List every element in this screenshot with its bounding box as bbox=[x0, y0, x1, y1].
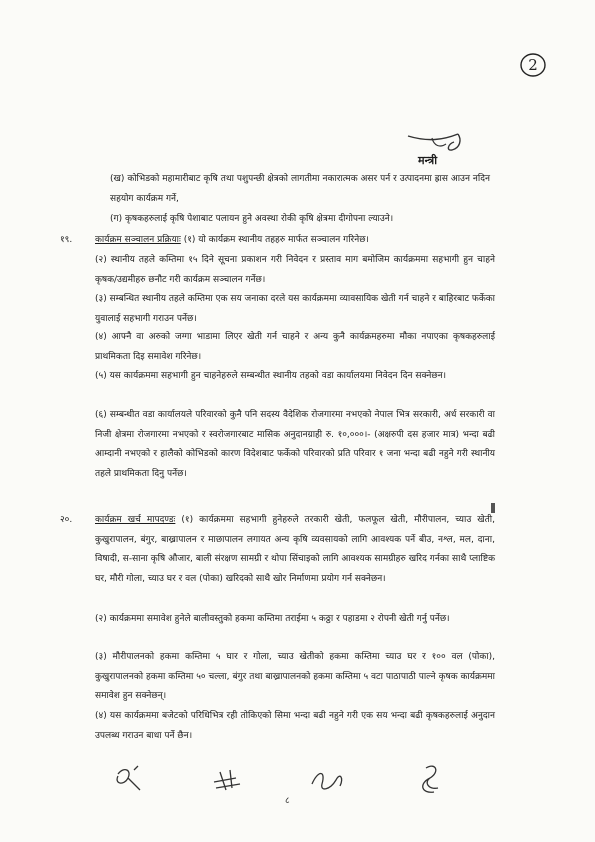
section-20-number: २०. bbox=[60, 515, 73, 525]
item-kha: (ख) कोभिडको महामारीबाट कृषि तथा पशुपन्छी क्षेत्रको लागतीमा नकारात्मक असर पर्न र उत्पादनमा ह्रास आउन नदिन सहयोग कार्यक्रम गर्ने, bbox=[110, 174, 490, 204]
section-20-point-4: (४) यस कार्यक्रममा बजेटको परिधिभित्र रही तोकिएको सिमा भन्दा बढी नहुने गरी एक सय भन्दा बढी कृषकहरुलाई अनुदान उपलब्ध गराउन बाधा पर्ने छैन। bbox=[95, 711, 495, 741]
minister-label: मन्त्री bbox=[418, 154, 438, 167]
section-19-heading: कार्यक्रम सञ्चालन प्रक्रियाः bbox=[95, 235, 181, 245]
section-20-lead-line bbox=[95, 511, 495, 589]
section-19-point-4: (४) आफ्नै वा अरुको जग्गा भाडामा लिएर खेती गर्न चाहने र अन्य कुनै कार्यक्रमहरुमा मौका नपाएका कृषकहरुलाई प्राथमिकता दिइ समावेश गरिनेछ। bbox=[95, 332, 495, 362]
section-19-point-5: (५) यस कार्यक्रममा सहभागी हुन चाहनेहरुले सम्बन्धीत स्थानीय तहको वडा कार्यालयमा निवेदन दिन सक्नेछन। bbox=[95, 371, 447, 381]
section-19-lead: (१) यो कार्यक्रम स्थानीय तहहरु मार्फत सञ्चालन गरिनेछ। bbox=[183, 235, 369, 245]
minister-signature bbox=[388, 126, 483, 176]
section-19-point-2: (२) स्थानीय तहले कम्तिमा १५ दिने सूचना प्रकाशन गरी निवेदन र प्रस्ताव माग बमोजिम कार्यक्रममा सहभागी हुन चाहने कृषक/उद्यमीहरु छनौट गरी कार्यक्रम सञ्चालन गर्नेछ। bbox=[95, 255, 495, 285]
section-19-point-3: (३) सम्बन्धित स्थानीय तहले कम्तिमा एक सय जनाका दरले यस कार्यक्रममा व्यावसायिक खेती गर्न चाहने र बाहिरबाट फर्केका युवालाई सहभागी गराउन पर्नेछ। bbox=[95, 294, 495, 324]
section-20-heading: कार्यक्रम खर्च मापदण्डः bbox=[95, 515, 176, 525]
signature-3 bbox=[312, 774, 342, 789]
section-20-point-3: (३) मौरीपालनको हकमा कम्तिमा ५ घार र गोला, च्याउ खेतीको हकमा कम्तिमा च्याउ घर र १०० वल (पोका), कुखुरापालनको हकमा कम्तिमा ५० चल्ला, बंगुर तथा बाख्रापालनको हकमा कम्तिमा ५ वटा पाठापाठी पाल्ने कृषक कार्यक्रममा समावेश हुन सक्नेछन्। bbox=[95, 652, 495, 702]
signature-1 bbox=[117, 766, 140, 790]
section-19-number: १९. bbox=[60, 235, 73, 245]
signature-4 bbox=[423, 766, 438, 792]
page-number-corner: 2 bbox=[528, 56, 538, 74]
section-19-point-6: (६) सम्बन्धीत वडा कार्यालयले परिवारको कुनै पनि सदस्य वैदेशिक रोजगारमा नभएको नेपाल भित्र सरकारी, अर्ध सरकारी वा निजी क्षेत्रमा रोजगारमा नभएको र स्वरोजगारबाट मासिक अनुदानग्राही रु. १०,०००।- (अक्षरुपी दस हजार मात्र) भन्दा बढी आम्दानी नभएको र हालैको कोभिडको कारण विदेशबाट फर्केको परिवारको प्रति परिवार १ जना भन्दा बढी नहुने गरी स्थानीय तहले प्राथमिकता दिनु पर्नेछ। bbox=[95, 410, 495, 479]
item-ga: (ग) कृषकहरुलाई कृषि पेशाबाट पलायन हुने अवस्था रोकी कृषि क्षेत्रमा दीगोपना ल्याउने। bbox=[110, 214, 394, 224]
signatures-row bbox=[0, 762, 595, 822]
signature-2 bbox=[214, 770, 240, 790]
section-20-point-2: (२) कार्यक्रममा समावेश हुनेले बालीवस्तुको हकमा कम्तिमा तराईमा ५ कठ्ठा र पहाडमा २ रोपनी खेती गर्नु पर्नेछ। bbox=[95, 614, 450, 624]
page-footer-number: ८ bbox=[285, 796, 290, 806]
page-number-circle bbox=[518, 50, 548, 80]
section-19-lead-line bbox=[95, 231, 495, 251]
section-20-lead: (१) कार्यक्रममा सहभागी हुनेहरुले तरकारी खेती, फलफूल खेती, मौरीपालन, च्याउ खेती, कुखुरापालन, बंगुर, बाख्रापालन र माछापालन लगायत अन्य कृषि व्यवसायको लागि आवश्यक पर्ने बीउ, नश्ल, मल, दाना, विषादी, स-साना कृषि औजार, बाली संरक्षण सामग्री र थोपा सिंचाइको लागि आवश्यक सामग्रीहरु खरिद गर्नका साथै प्लाष्टिक घर, मौरी गोला, च्याउ घर र वल (पोका) खरिदको साथै खोर निर्माणमा प्रयोग गर्न सक्नेछन। bbox=[95, 515, 495, 584]
